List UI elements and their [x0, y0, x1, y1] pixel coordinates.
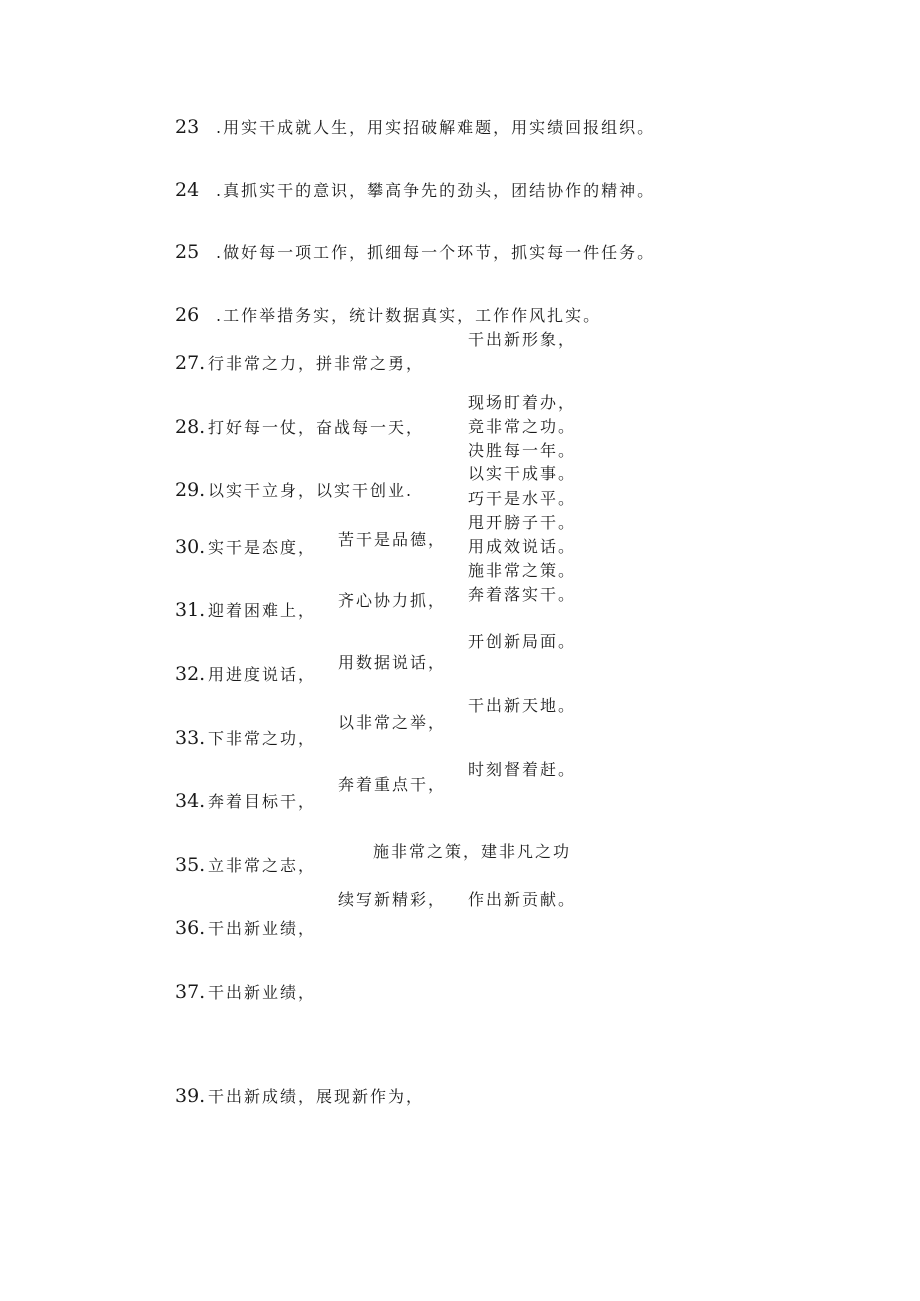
middle-fragment: 苦干是品德，: [338, 530, 447, 549]
item-text: 立非常之志，: [208, 856, 317, 875]
right-fragment: 作出新贡献。: [468, 890, 577, 909]
right-fragment: 现场盯着办，: [468, 393, 577, 412]
middle-fragment: 用数据说话，: [338, 653, 447, 672]
right-fragment: 干出新天地。: [468, 696, 577, 715]
item-number: 23: [175, 116, 200, 138]
item-text: .用实干成就人生，用实招破解难题，用实绩回报组织。: [216, 118, 656, 137]
middle-fragment: 续写新精彩，: [338, 890, 447, 909]
item-number: 24: [175, 179, 200, 201]
right-fragment: 以实干成事。: [468, 464, 577, 483]
item-number: 34.: [175, 790, 206, 812]
item-number: 27.: [175, 352, 206, 374]
right-fragment: 奔着落实干。: [468, 585, 577, 604]
item-number: 25: [175, 241, 200, 263]
right-fragment: 竞非常之功。: [468, 417, 577, 436]
item-number: 30.: [175, 536, 206, 558]
item-number: 33.: [175, 727, 206, 749]
item-number: 32.: [175, 663, 206, 685]
item-text: 干出新成绩，展现新作为，: [208, 1087, 425, 1106]
middle-fragment: 奔着重点干，: [338, 775, 447, 794]
item-text: 打好每一仗，奋战每一天，: [208, 418, 425, 437]
item-number: 28.: [175, 416, 206, 438]
item-text: 下非常之功，: [208, 729, 317, 748]
item-number: 39.: [175, 1085, 206, 1107]
middle-fragment: 齐心协力抓，: [338, 591, 447, 610]
item-text: .做好每一项工作，抓细每一个环节，抓实每一件任务。: [216, 243, 656, 262]
item-text: .真抓实干的意识，攀高争先的劲头，团结协作的精神。: [216, 181, 656, 200]
item-text: 实干是态度，: [208, 538, 317, 557]
middle-fragment: 施非常之策，建非凡之功: [373, 842, 572, 861]
right-fragment: 施非常之策。: [468, 561, 577, 580]
item-text: 干出新业绩，: [208, 983, 317, 1002]
item-number: 37.: [175, 981, 206, 1003]
item-text: 用进度说话，: [208, 665, 317, 684]
item-number: 31.: [175, 599, 206, 621]
item-text: .工作举措务实，统计数据真实，工作作风扎实。: [216, 306, 602, 325]
item-text: 干出新业绩，: [208, 919, 317, 938]
item-number: 35.: [175, 854, 206, 876]
item-text: 奔着目标干，: [208, 792, 317, 811]
item-text: 迎着困难上，: [208, 601, 317, 620]
right-fragment: 决胜每一年。: [468, 441, 577, 460]
right-fragment: 时刻督着赶。: [468, 760, 577, 779]
item-number: 36.: [175, 917, 206, 939]
item-number: 26: [175, 304, 200, 326]
item-text: 行非常之力，拼非常之勇，: [208, 354, 425, 373]
right-fragment: 甩开膀子干。: [468, 513, 577, 532]
right-fragment: 干出新形象，: [468, 330, 577, 349]
item-text: 以实干立身，以实干创业.: [208, 481, 414, 500]
item-number: 29.: [175, 479, 206, 501]
right-fragment: 开创新局面。: [468, 632, 577, 651]
middle-fragment: 以非常之举，: [338, 713, 447, 732]
right-fragment: 巧干是水平。: [468, 489, 577, 508]
right-fragment: 用成效说话。: [468, 537, 577, 556]
